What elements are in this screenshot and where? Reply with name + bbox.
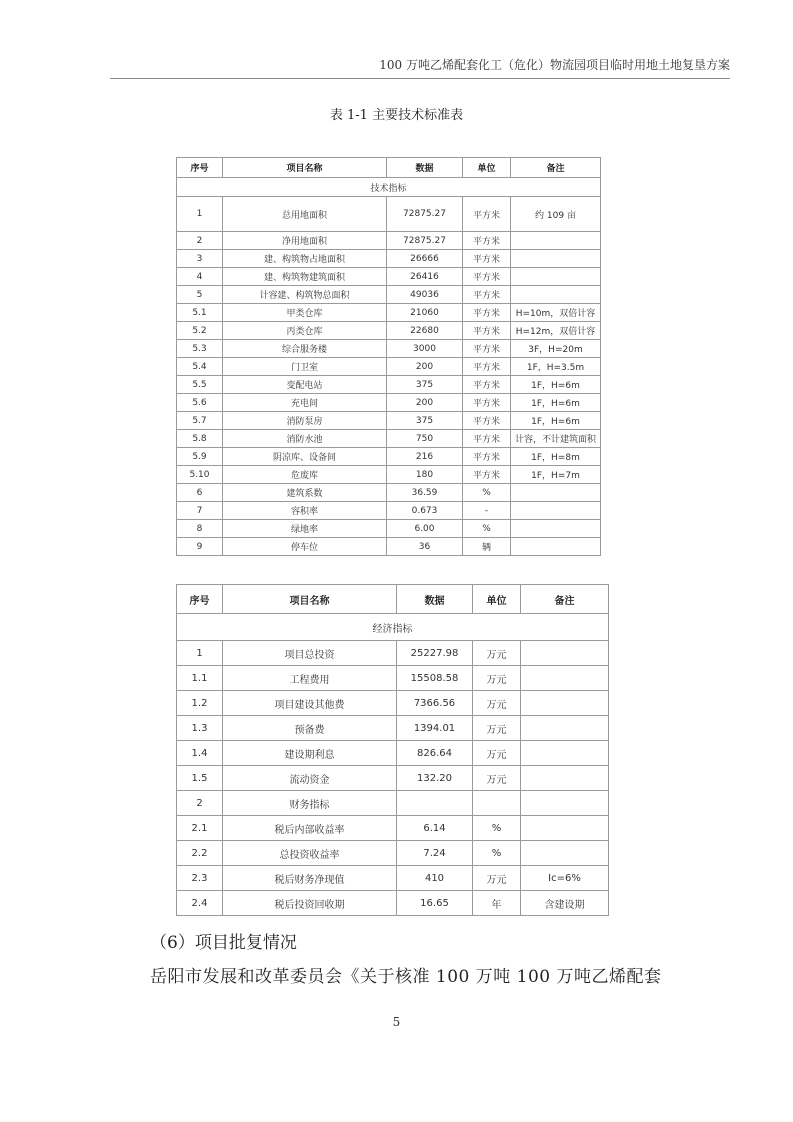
column-header-remark: 备注: [511, 158, 601, 178]
cell-value: 72875.27: [387, 232, 463, 250]
cell-unit: 平方米: [463, 232, 511, 250]
section-row: [177, 178, 601, 197]
cell-remark: [521, 641, 609, 666]
cell-unit: 万元: [473, 866, 521, 891]
cell-remark: [521, 841, 609, 866]
cell-value: 826.64: [397, 741, 473, 766]
table-row: [177, 502, 601, 520]
column-header-item: 项目名称: [223, 158, 387, 178]
body-paragraph: 岳阳市发展和改革委员会《关于核准 100 万吨 100 万吨乙烯配套: [150, 967, 662, 987]
cell-index: 1.4: [177, 741, 223, 766]
cell-value: 132.20: [397, 766, 473, 791]
cell-unit: 万元: [473, 766, 521, 791]
header-divider: [110, 78, 730, 79]
cell-index: 5.1: [177, 304, 223, 322]
column-header-value: 数据: [387, 158, 463, 178]
cell-unit: 平方米: [463, 466, 511, 484]
cell-value: 36.59: [387, 484, 463, 502]
table-row: [177, 466, 601, 484]
cell-unit: 万元: [473, 691, 521, 716]
cell-unit: -: [463, 502, 511, 520]
table-row: [177, 716, 609, 741]
column-header-value: 数据: [397, 585, 473, 614]
cell-remark: Ic=6%: [521, 866, 609, 891]
cell-index: 2.2: [177, 841, 223, 866]
cell-remark: [511, 502, 601, 520]
cell-item-name: 危废库: [223, 466, 387, 484]
cell-value: 6.14: [397, 816, 473, 841]
cell-index: 5.8: [177, 430, 223, 448]
cell-unit: 平方米: [463, 376, 511, 394]
cell-value: [397, 791, 473, 816]
table-row: [177, 691, 609, 716]
cell-index: 1.3: [177, 716, 223, 741]
cell-index: 9: [177, 538, 223, 556]
table-row: [177, 358, 601, 376]
cell-item-name: 甲类仓库: [223, 304, 387, 322]
cell-value: 15508.58: [397, 666, 473, 691]
table-row: [177, 232, 601, 250]
cell-item-name: 税后投资回收期: [223, 891, 397, 916]
section-label: 技术指标: [177, 178, 601, 197]
cell-index: 8: [177, 520, 223, 538]
cell-remark: H=12m，双倍计容: [511, 322, 601, 340]
cell-item-name: 丙类仓库: [223, 322, 387, 340]
cell-remark: 3F，H=20m: [511, 340, 601, 358]
cell-unit: 平方米: [463, 304, 511, 322]
table-row: [177, 520, 601, 538]
cell-value: 26416: [387, 268, 463, 286]
table-row: [177, 891, 609, 916]
cell-item-name: 净用地面积: [223, 232, 387, 250]
cell-index: 2.3: [177, 866, 223, 891]
table-title: 表 1-1 主要技术标准表: [329, 108, 464, 123]
cell-remark: [511, 484, 601, 502]
page-number: 5: [392, 1015, 401, 1029]
table-row: [177, 766, 609, 791]
cell-item-name: 项目总投资: [223, 641, 397, 666]
cell-unit: 万元: [473, 666, 521, 691]
cell-item-name: 门卫室: [223, 358, 387, 376]
cell-index: 5.10: [177, 466, 223, 484]
cell-unit: 平方米: [463, 197, 511, 232]
cell-remark: [521, 816, 609, 841]
cell-value: 36: [387, 538, 463, 556]
cell-remark: 计容，不计建筑面积: [511, 430, 601, 448]
cell-item-name: 税后内部收益率: [223, 816, 397, 841]
table-row: [177, 816, 609, 841]
technical-indicators-table: [176, 157, 601, 556]
section-heading: （6）项目批复情况: [150, 933, 297, 953]
cell-index: 2: [177, 791, 223, 816]
table-row: [177, 666, 609, 691]
cell-index: 5: [177, 286, 223, 304]
cell-unit: 万元: [473, 716, 521, 741]
cell-item-name: 容积率: [223, 502, 387, 520]
table-row: [177, 394, 601, 412]
table-row: [177, 286, 601, 304]
cell-index: 6: [177, 484, 223, 502]
cell-index: 3: [177, 250, 223, 268]
cell-item-name: 停车位: [223, 538, 387, 556]
cell-item-name: 工程费用: [223, 666, 397, 691]
cell-value: 25227.98: [397, 641, 473, 666]
economic-indicators-table: [176, 584, 609, 916]
cell-item-name: 充电间: [223, 394, 387, 412]
cell-value: 22680: [387, 322, 463, 340]
column-header-unit: 单位: [473, 585, 521, 614]
cell-unit: 平方米: [463, 394, 511, 412]
cell-remark: 1F，H=8m: [511, 448, 601, 466]
cell-item-name: 流动资金: [223, 766, 397, 791]
cell-remark: [521, 691, 609, 716]
running-header: 100 万吨乙烯配套化工（危化）物流园项目临时用地土地复垦方案: [379, 58, 730, 72]
cell-value: 7.24: [397, 841, 473, 866]
cell-remark: [521, 741, 609, 766]
cell-item-name: 消防水池: [223, 430, 387, 448]
cell-index: 5.7: [177, 412, 223, 430]
cell-index: 5.3: [177, 340, 223, 358]
table-row: [177, 866, 609, 891]
table-row: [177, 197, 601, 232]
cell-unit: 年: [473, 891, 521, 916]
cell-remark: 含建设期: [521, 891, 609, 916]
cell-index: 5.4: [177, 358, 223, 376]
cell-index: 1: [177, 197, 223, 232]
cell-index: 1: [177, 641, 223, 666]
cell-item-name: 计容建、构筑物总面积: [223, 286, 387, 304]
cell-item-name: 建、构筑物占地面积: [223, 250, 387, 268]
cell-unit: %: [473, 841, 521, 866]
cell-value: 49036: [387, 286, 463, 304]
cell-index: 1.1: [177, 666, 223, 691]
cell-value: 16.65: [397, 891, 473, 916]
cell-unit: 平方米: [463, 358, 511, 376]
cell-remark: 1F，H=6m: [511, 394, 601, 412]
cell-remark: [511, 286, 601, 304]
cell-unit: 平方米: [463, 250, 511, 268]
section-row: [177, 614, 609, 641]
cell-remark: [511, 250, 601, 268]
column-header-index: 序号: [177, 158, 223, 178]
cell-unit: 辆: [463, 538, 511, 556]
cell-index: 7: [177, 502, 223, 520]
cell-remark: 1F，H=6m: [511, 412, 601, 430]
cell-index: 1.2: [177, 691, 223, 716]
cell-item-name: 绿地率: [223, 520, 387, 538]
cell-item-name: 消防泵房: [223, 412, 387, 430]
cell-item-name: 财务指标: [223, 791, 397, 816]
cell-item-name: 税后财务净现值: [223, 866, 397, 891]
cell-index: 1.5: [177, 766, 223, 791]
cell-value: 7366.56: [397, 691, 473, 716]
cell-item-name: 建筑系数: [223, 484, 387, 502]
section-label: 经济指标: [177, 614, 609, 641]
cell-unit: 万元: [473, 741, 521, 766]
table-header-row: [177, 158, 601, 178]
cell-value: 200: [387, 358, 463, 376]
table-row: [177, 250, 601, 268]
cell-value: 72875.27: [387, 197, 463, 232]
cell-remark: [521, 791, 609, 816]
cell-value: 1394.01: [397, 716, 473, 741]
cell-value: 375: [387, 376, 463, 394]
table-row: [177, 484, 601, 502]
cell-index: 4: [177, 268, 223, 286]
column-header-remark: 备注: [521, 585, 609, 614]
cell-unit: [473, 791, 521, 816]
cell-item-name: 项目建设其他费: [223, 691, 397, 716]
column-header-unit: 单位: [463, 158, 511, 178]
cell-value: 0.673: [387, 502, 463, 520]
cell-value: 3000: [387, 340, 463, 358]
column-header-item: 项目名称: [223, 585, 397, 614]
cell-unit: %: [463, 520, 511, 538]
cell-unit: 平方米: [463, 286, 511, 304]
cell-remark: [511, 538, 601, 556]
cell-item-name: 建设期利息: [223, 741, 397, 766]
cell-remark: 1F，H=3.5m: [511, 358, 601, 376]
cell-value: 26666: [387, 250, 463, 268]
cell-remark: [511, 268, 601, 286]
cell-value: 750: [387, 430, 463, 448]
cell-unit: 平方米: [463, 268, 511, 286]
cell-index: 2.1: [177, 816, 223, 841]
table-row: [177, 430, 601, 448]
column-header-index: 序号: [177, 585, 223, 614]
cell-remark: H=10m，双倍计容: [511, 304, 601, 322]
cell-item-name: 阴凉库、设备间: [223, 448, 387, 466]
cell-item-name: 预备费: [223, 716, 397, 741]
table-row: [177, 268, 601, 286]
cell-index: 5.5: [177, 376, 223, 394]
econ-table-body: [177, 614, 609, 916]
cell-value: 216: [387, 448, 463, 466]
cell-unit: 平方米: [463, 430, 511, 448]
table-row: [177, 322, 601, 340]
cell-value: 410: [397, 866, 473, 891]
cell-remark: 1F，H=7m: [511, 466, 601, 484]
cell-unit: 万元: [473, 641, 521, 666]
cell-value: 6.00: [387, 520, 463, 538]
cell-value: 21060: [387, 304, 463, 322]
cell-index: 5.9: [177, 448, 223, 466]
cell-remark: [511, 520, 601, 538]
table-row: [177, 376, 601, 394]
cell-unit: 平方米: [463, 412, 511, 430]
table-row: [177, 791, 609, 816]
cell-item-name: 总投资收益率: [223, 841, 397, 866]
table-row: [177, 641, 609, 666]
cell-unit: 平方米: [463, 322, 511, 340]
table-row: [177, 304, 601, 322]
cell-index: 2: [177, 232, 223, 250]
cell-value: 200: [387, 394, 463, 412]
table-row: [177, 741, 609, 766]
cell-remark: [521, 716, 609, 741]
table-row: [177, 538, 601, 556]
cell-value: 180: [387, 466, 463, 484]
cell-remark: [521, 666, 609, 691]
tech-table-body: [177, 178, 601, 556]
table-row: [177, 448, 601, 466]
cell-item-name: 总用地面积: [223, 197, 387, 232]
cell-index: 5.6: [177, 394, 223, 412]
cell-item-name: 建、构筑物建筑面积: [223, 268, 387, 286]
cell-value: 375: [387, 412, 463, 430]
cell-unit: 平方米: [463, 448, 511, 466]
cell-unit: %: [473, 816, 521, 841]
cell-unit: %: [463, 484, 511, 502]
cell-item-name: 变配电站: [223, 376, 387, 394]
table-row: [177, 841, 609, 866]
cell-remark: [511, 232, 601, 250]
table-header-row: [177, 585, 609, 614]
cell-item-name: 综合服务楼: [223, 340, 387, 358]
cell-remark: 约 109 亩: [511, 197, 601, 232]
cell-remark: 1F，H=6m: [511, 376, 601, 394]
cell-remark: [521, 766, 609, 791]
table-row: [177, 412, 601, 430]
table-row: [177, 340, 601, 358]
cell-index: 2.4: [177, 891, 223, 916]
cell-index: 5.2: [177, 322, 223, 340]
cell-unit: 平方米: [463, 340, 511, 358]
